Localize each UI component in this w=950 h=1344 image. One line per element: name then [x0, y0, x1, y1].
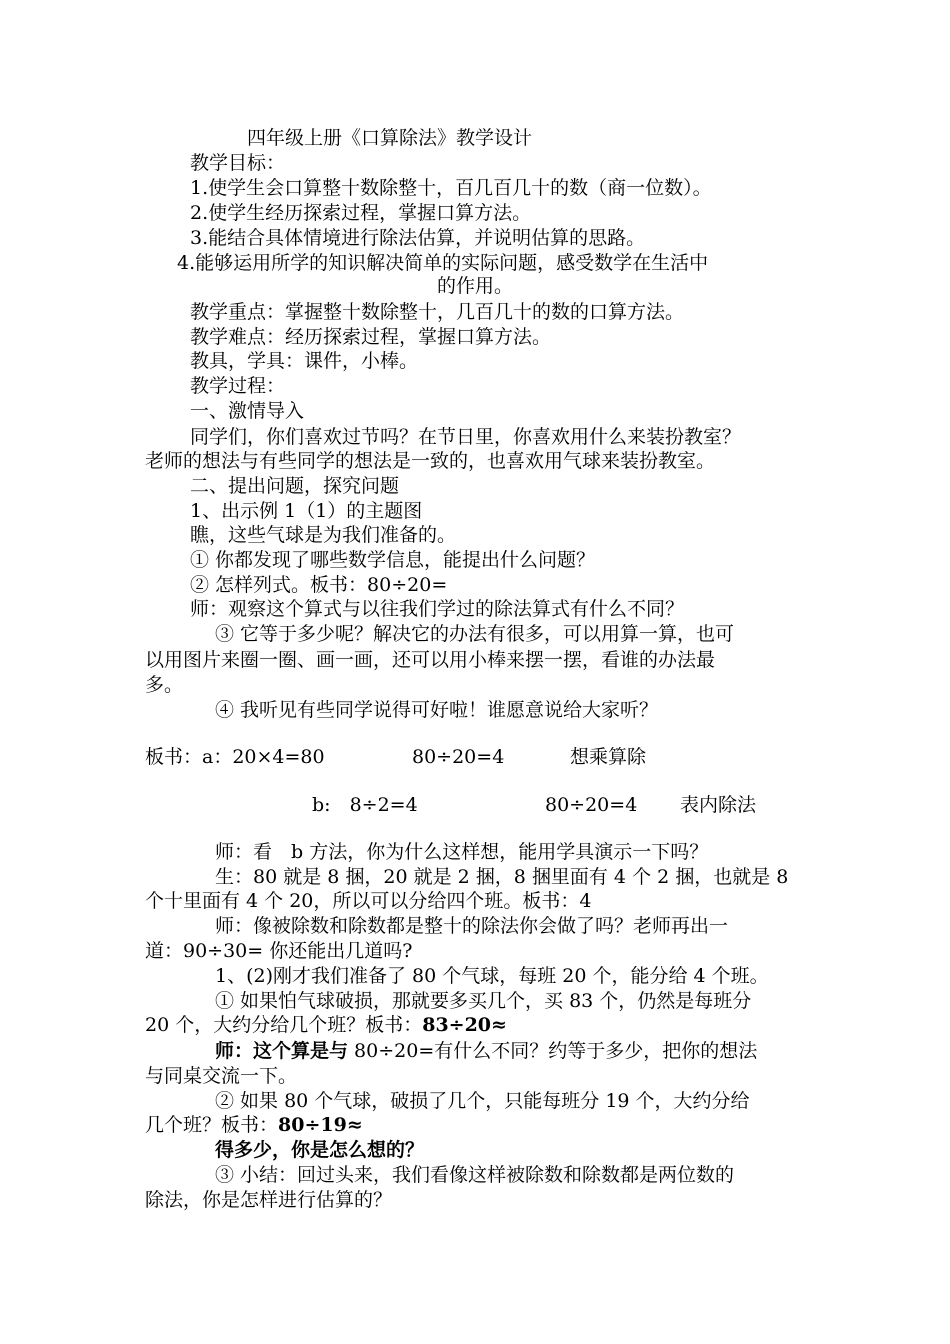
look-line: 瞧，这些气球是为我们准备的。: [190, 524, 457, 546]
key-point: 教学重点：掌握整十数除整十，几百几十的数的口算方法。: [190, 301, 685, 323]
board-b-mid: 80÷20=4: [545, 794, 638, 816]
question-4: ④ 我听见有些同学说得可好啦！谁愿意说给大家听？: [215, 699, 659, 721]
question-3-line-3: 多。: [145, 674, 184, 696]
estimate-1-line-1: ① 如果怕气球破损，那就要多买几个，买 83 个，仍然是每班分: [215, 990, 752, 1012]
goal-2: 2.使学生经历探索过程，掌握口算方法。: [190, 202, 532, 224]
estimate-3-text: 几个班？板书：: [145, 1114, 279, 1136]
summary-line-2: 除法，你是怎样进行估算的？: [145, 1189, 393, 1211]
intro-line-2: 老师的想法与有些同学的想法是一致的，也喜欢用气球来装扮教室。: [145, 450, 716, 472]
document-title: 四年级上册《口算除法》教学设计: [247, 127, 533, 149]
teacher-line-3: 师：像被除数和除数都是整十的除法你会做了吗？老师再出一: [215, 915, 729, 937]
goals-heading: 教学目标：: [190, 152, 286, 174]
student-line-1: 生：80 就是 8 捆，20 就是 2 捆，8 捆里面有 4 个 2 捆，也就是 8: [215, 866, 789, 888]
goal-4-cont: 的作用。: [436, 275, 513, 297]
example-1: 1、出示例 1（1）的主题图: [190, 500, 423, 522]
tools: 教具，学具：课件，小棒。: [190, 350, 419, 372]
question-2: ② 怎样列式。板书：80÷20=: [190, 574, 448, 596]
board-b-label: b: 8÷2=4: [312, 794, 418, 816]
estimate-1-line-2: [145, 1013, 507, 1037]
summary-line-1: ③ 小结：回过头来，我们看像这样被除数和除数都是两位数的: [215, 1164, 735, 1186]
board-formula-83: 83÷20≈: [422, 1014, 507, 1036]
question-3-line-1: ③ 它等于多少呢？解决它的办法有很多，可以用算一算，也可: [215, 623, 735, 645]
process-heading: 教学过程：: [190, 375, 286, 397]
teacher-line-3-cont: 道：90÷30= 你还能出几道吗?: [145, 940, 413, 962]
difficulty: 教学难点：经历探索过程，掌握口算方法。: [190, 326, 552, 348]
example-2: 1、(2)刚才我们准备了 80 个气球，每班 20 个，能分给 4 个班。: [215, 965, 769, 987]
board-a-label: 板书：a：20×4=80: [145, 746, 325, 768]
estimate-4: 得多少，你是怎么想的？: [215, 1139, 425, 1161]
board-b-right: 表内除法: [680, 794, 757, 816]
question-3-line-2: 以用图片来圈一圈、画一画，还可以用小棒来摆一摆，看谁的办法最: [145, 649, 716, 671]
teacher-line-2: 师：看 b 方法，你为什么这样想，能用学具演示一下吗？: [215, 841, 709, 863]
estimate-3-line-2: [145, 1113, 363, 1137]
goal-3: 3.能结合具体情境进行除法估算，并说明估算的思路。: [190, 227, 646, 249]
estimate-2-line-1: [215, 1039, 757, 1063]
section-1-heading: 一、激情导入: [190, 400, 305, 422]
question-1: ① 你都发现了哪些数学信息，能提出什么问题？: [190, 549, 596, 571]
goal-1: 1.使学生会口算整十数除整十，百几百几十的数（商一位数）。: [190, 177, 712, 199]
estimate-3-line-1: ② 如果 80 个气球，破损了几个，只能每班分 19 个，大约分给: [215, 1090, 750, 1112]
estimate-2-line-2: 与同桌交流一下。: [145, 1065, 298, 1087]
board-a-mid: 80÷20=4: [412, 746, 505, 768]
estimate-1-text: 20 个，大约分给几个班？板书：: [145, 1014, 423, 1036]
student-line-2: 个十里面有 4 个 20，所以可以分给四个班。板书：4: [145, 890, 592, 912]
intro-line-1: 同学们，你们喜欢过节吗？在节日里，你喜欢用什么来装扮教室？: [190, 426, 742, 448]
estimate-2-bold: 师：这个算是与: [215, 1040, 349, 1062]
board-formula-80-19: 80÷19≈: [278, 1114, 363, 1136]
teacher-line-1: 师：观察这个算式与以往我们学过的除法算式有什么不同？: [190, 598, 685, 620]
goal-4: 4.能够运用所学的知识解决简单的实际问题，感受数学在生活中: [177, 252, 709, 274]
estimate-2-text: 80÷20=有什么不同？约等于多少，把你的想法: [348, 1040, 758, 1062]
board-a-right: 想乘算除: [570, 746, 647, 768]
section-2-heading: 二、提出问题，探究问题: [190, 475, 400, 497]
